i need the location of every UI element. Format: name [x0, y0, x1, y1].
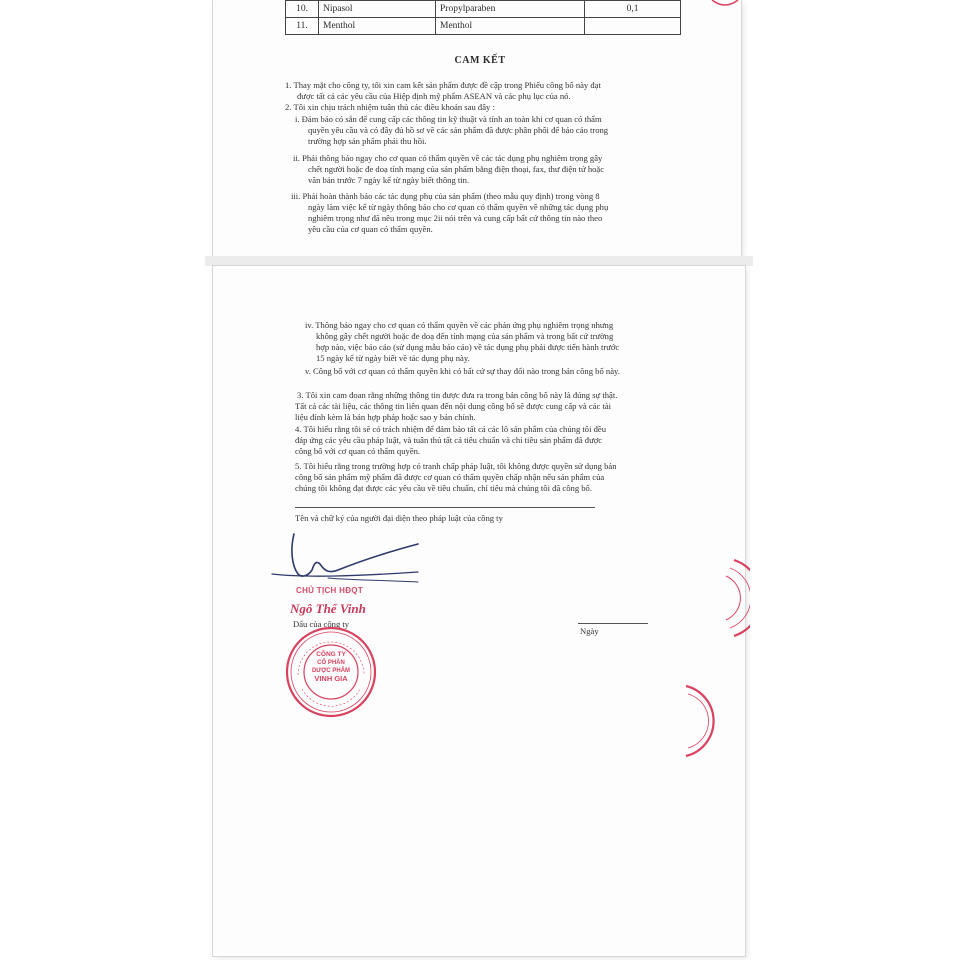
partial-seal-top-corner	[710, 0, 740, 10]
date-divider	[578, 623, 648, 624]
clause-iii-line: iii. Phải hoàn thành báo các tác dụng phụ của sản phẩm (theo mẫu quy định) trong vòng 8	[291, 191, 600, 201]
signature-divider	[295, 507, 595, 508]
commitment-5-line: chúng tôi không đạt được các yêu cầu về tiêu chuẩn, chỉ tiêu mà chúng tôi đã công bố.	[295, 483, 593, 493]
clause-iv-line: hợp nào, việc báo cáo (sử dụng mẫu báo cáo) về tác dụng phụ phải được tiến hành trước	[316, 342, 620, 352]
commitment-2-line: 2. Tôi xin chịu trách nhiệm tuân thủ các điều khoản sau đây :	[285, 102, 495, 112]
commitment-1-line: 1. Thay mặt cho công ty, tôi xin cam kết sản phẩm được đề cập trong Phiếu công bố này đạt	[285, 80, 601, 90]
ingredients-table	[285, 0, 681, 35]
table-row	[286, 18, 681, 35]
partial-seal-right-bottom	[678, 680, 722, 760]
commitment-3-line: Tất cả các tài liệu, các thông tin liên quan đến nội dung công bố sẽ được cung cấp và các tài	[295, 401, 612, 411]
handwritten-signature	[268, 530, 438, 590]
commitment-3-line: 3. Tôi xin cam đoan rằng những thông tin được đưa ra trong bản công bố này là đúng sự thật.	[297, 390, 618, 400]
clause-v-line: v. Công bố với cơ quan có thẩm quyền khi có bất cứ sự thay đổi nào trong bản công bố này.	[305, 366, 620, 376]
date-label: Ngày	[580, 626, 599, 636]
clause-iv-line: iv. Thông báo ngay cho cơ quan có thẩm quyền về các phản ứng phụ nghiêm trọng nhưng	[305, 320, 614, 330]
partial-seal-right-top	[700, 556, 750, 640]
commitment-4-line: đáp ứng các yêu cầu pháp luật, và tuân thủ tất cả tiêu chuẩn và chỉ tiêu sản phẩm đã được	[295, 435, 603, 445]
clause-ii-line: văn bản trước 7 ngày kể từ ngày biết thông tin.	[308, 175, 470, 185]
signer-name: Ngô Thế Vinh	[290, 601, 366, 616]
ingredient-inci: Menthol	[436, 18, 585, 35]
section-title: CAM KẾT	[454, 55, 506, 66]
stamp-label: Dấu của công ty	[293, 619, 350, 629]
commitment-4-line: công bố với cơ quan có thẩm quyền.	[295, 446, 421, 456]
commitment-1-line: được tất cả các yêu cầu của Hiệp định mỹ phẩm ASEAN và các phụ lục của nó.	[297, 91, 571, 101]
clause-iii-line: yêu cầu của cơ quan có thẩm quyền.	[308, 224, 433, 234]
clause-iv-line: không gây chết người hoặc đe doạ đến tính mạng của sản phẩm và trong bất cứ trường	[316, 331, 614, 341]
row-number: 11.	[286, 18, 319, 35]
seal-line: CÔNG TY	[316, 651, 346, 658]
clause-i-line: i. Đảm bảo có sẵn để cung cấp các thông tin kỹ thuật và tính an toàn khi cơ quan có thẩm	[295, 114, 602, 124]
clause-iii-line: ngày làm việc kể từ ngày thông báo cho cơ quan có thẩm quyền về những tác dụng phụ	[308, 202, 609, 212]
commitment-3-line: liệu đính kèm là bản hợp pháp hoặc sao y bản chính.	[295, 412, 476, 422]
signer-position: CHỦ TỊCH HĐQT	[296, 586, 364, 595]
clause-ii-line: ii. Phải thông báo ngay cho cơ quan có thẩm quyền về các tác dụng phụ nghiêm trọng gây	[293, 153, 603, 163]
ingredient-percent: 0,1	[585, 1, 681, 18]
clause-ii-line: chết người hoặc đe doạ tính mạng của sản phẩm bằng điện thoại, fax, thư điện tử hoặc	[308, 164, 605, 174]
commitment-5-line: công bố sản phẩm mỹ phẩm đã được cơ quan có thẩm quyền chấp nhận nếu sản phẩm của	[295, 472, 605, 482]
table-row	[286, 1, 681, 18]
commitment-5-line: 5. Tôi hiểu rằng trong trường hợp có tranh chấp pháp luật, tôi không được quyền sử dụng bản	[295, 461, 617, 471]
page-gap	[205, 256, 753, 266]
seal-line: CỔ PHẦN	[317, 660, 345, 666]
clause-iii-line: nghiêm trọng như đã nêu trong mục 2ii nói trên và cung cấp bất cứ thông tin nào theo	[308, 213, 603, 223]
commitment-4-line: 4. Tôi hiểu rằng tôi sẽ có trách nhiệm để đảm bảo tất cả các lô sản phẩm của chúng tôi đều	[295, 424, 607, 434]
clause-iv-line: 15 ngày kể từ ngày biết về tác dụng phụ này.	[316, 353, 470, 363]
clause-i-line: trường hợp sản phẩm phải thu hồi.	[308, 136, 427, 146]
ingredient-name: Menthol	[319, 18, 436, 35]
seal-line: VINH GIA	[314, 674, 348, 683]
ingredient-name: Nipasol	[319, 1, 436, 18]
row-number: 10.	[286, 1, 319, 18]
company-seal	[284, 625, 378, 719]
clause-i-line: quyền yêu cầu và có đầy đủ hồ sơ về các sản phẩm đã được phân phối để báo cáo trong	[308, 125, 609, 135]
ingredient-inci: Propylparaben	[436, 1, 585, 18]
seal-line: DƯỢC PHẨM	[311, 668, 351, 674]
signature-label: Tên và chữ ký của người đại diện theo pháp luật của công ty	[295, 513, 503, 523]
ingredient-percent	[585, 18, 681, 35]
